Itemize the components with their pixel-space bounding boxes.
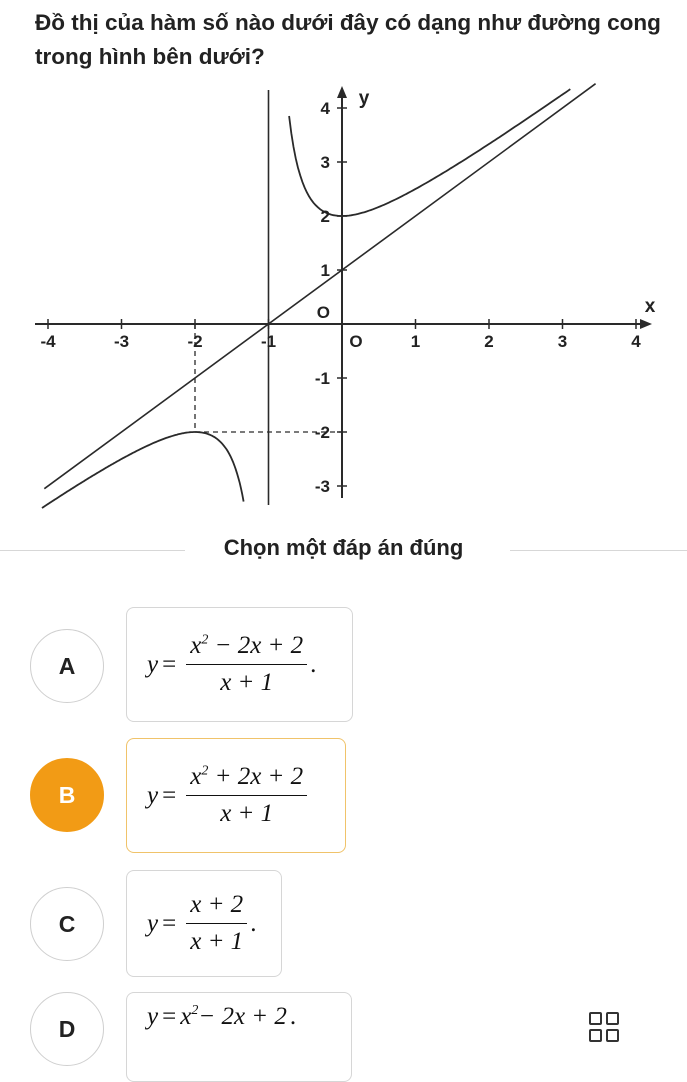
grid-cell	[589, 1012, 602, 1025]
option-b-lhs: y	[147, 781, 159, 809]
option-c-den: x + 1	[190, 928, 244, 955]
y-axis-arrow	[337, 86, 347, 98]
option-b-letter: B	[58, 781, 76, 808]
x-tick-label: -1	[260, 332, 277, 351]
option-a-badge[interactable]	[30, 629, 104, 703]
x-tick-label: 2	[484, 332, 494, 351]
y-tick-label: 3	[320, 153, 330, 172]
x-tick-label: -4	[40, 332, 56, 351]
y-tick-label: 1	[320, 261, 330, 280]
option-d-badge[interactable]	[30, 992, 104, 1066]
y-tick-label: 2	[320, 207, 330, 226]
option-d-letter: D	[58, 1015, 76, 1042]
x-axis-arrow	[640, 319, 652, 329]
equals-sign: =	[162, 650, 177, 678]
option-a-fraction	[186, 632, 307, 697]
x-tick-label: O	[349, 332, 363, 351]
option-c-fraction	[186, 891, 247, 956]
x-tick-label: 1	[410, 332, 421, 351]
x-tick-label: -2	[187, 332, 203, 351]
x-tick-label: 3	[557, 332, 568, 351]
option-b-num-sup: 2	[201, 763, 209, 779]
option-a-num-rest: − 2x + 2	[208, 632, 304, 659]
option-c-box[interactable]	[126, 870, 282, 977]
option-a-box[interactable]	[126, 607, 353, 722]
option-c-badge[interactable]	[30, 887, 104, 961]
option-a-num-sup: 2	[201, 632, 209, 648]
y-axis-label: y	[358, 88, 370, 109]
question-text: Đồ thị của hàm số nào dưới đây có dạng như đường cong trong hình bên dưới?	[35, 10, 661, 69]
option-d-expr-sup: 2	[191, 1003, 199, 1018]
option-d-lhs: y	[147, 1003, 159, 1030]
x-tick-label: 4	[631, 332, 641, 351]
option-d-expr-base: x	[180, 1003, 192, 1030]
grid-view-icon[interactable]	[589, 1012, 619, 1042]
option-b-badge[interactable]	[30, 758, 104, 832]
option-d-expr-rest: − 2x + 2	[198, 1003, 287, 1030]
option-d-suffix: .	[289, 1003, 297, 1030]
option-a-letter: A	[58, 652, 76, 679]
x-tick-label: -3	[113, 332, 130, 351]
option-a-lhs: y	[147, 650, 159, 678]
equals-sign: =	[162, 781, 177, 809]
y-tick-label: O	[316, 303, 330, 322]
option-c-suffix: .	[250, 909, 257, 937]
y-tick-label: -3	[314, 477, 330, 496]
option-b-num-base: x	[190, 763, 202, 790]
option-b-num-rest: + 2x + 2	[208, 763, 304, 790]
option-c-lhs: y	[147, 909, 159, 937]
equals-sign: =	[162, 909, 177, 937]
grid-cell	[606, 1012, 619, 1025]
option-a-suffix: .	[310, 650, 317, 678]
x-axis-label: x	[644, 296, 656, 317]
y-tick-label: -1	[314, 369, 330, 388]
option-b-den: x + 1	[220, 800, 274, 827]
curve-right-branch	[289, 89, 570, 216]
equals-sign: =	[162, 1003, 177, 1030]
option-c-num-base: x + 2	[190, 891, 244, 918]
option-a-den: x + 1	[220, 669, 274, 696]
option-b-fraction	[186, 763, 307, 828]
option-a-num-base: x	[190, 632, 202, 659]
y-tick-label: -2	[314, 423, 330, 442]
curve-left-branch	[42, 432, 244, 508]
grid-cell	[606, 1029, 619, 1042]
option-b-box[interactable]	[126, 738, 346, 853]
grid-cell	[589, 1029, 602, 1042]
option-d-box[interactable]	[126, 992, 352, 1082]
choose-prompt: Chọn một đáp án đúng	[223, 535, 464, 560]
divider-right	[510, 550, 687, 551]
option-c-letter: C	[58, 910, 76, 937]
y-tick-label: 4	[320, 99, 330, 118]
function-graph	[0, 80, 687, 510]
